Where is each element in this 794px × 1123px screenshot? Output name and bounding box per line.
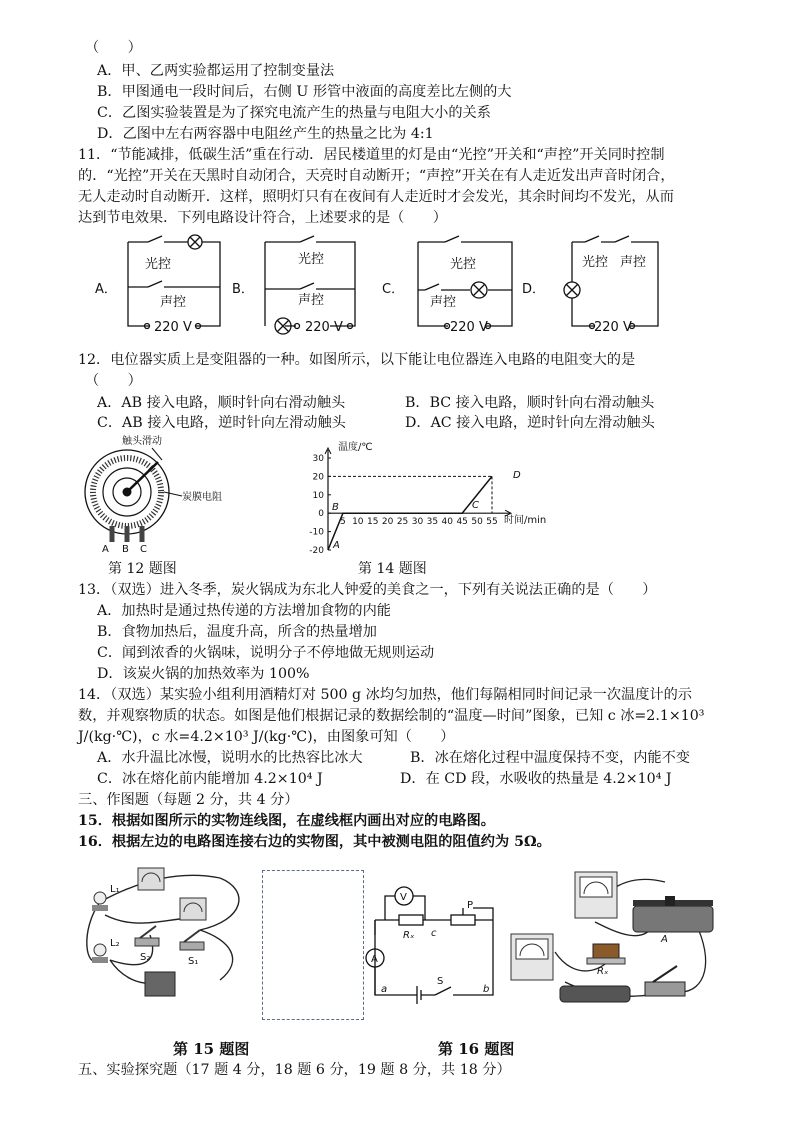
- fig15-s1: S₁: [188, 956, 199, 967]
- q11-circuits: [0, 226, 794, 338]
- q14-x-tick-label: 25: [396, 517, 409, 528]
- q14-y-tick-label: 30: [312, 454, 324, 464]
- q12-option-c: C．AB 接入电路，逆时针向左滑动触头: [97, 415, 346, 431]
- q14-ylabel: 温度/℃: [338, 442, 373, 453]
- q14-x-tick-label: 55: [486, 517, 498, 528]
- q13-option-a: A．加热时是通过热传递的方法增加食物的内能: [97, 603, 391, 619]
- q14-caption: 第 14 题图: [358, 561, 427, 577]
- q11-label-d: D．: [522, 282, 546, 297]
- q14-x-tick-label: 30: [411, 517, 424, 528]
- q12-slider-label: 触头滑动: [122, 436, 162, 447]
- q10-option-d: D．乙图中左右两容器中电阻丝产生的热量之比为 4:1: [97, 126, 434, 142]
- q14-x-tick-label: 15: [367, 517, 379, 528]
- fig16-physical-apparatus: [505, 862, 725, 1022]
- q13-option-d: D．该炭火锅的加热效率为 100%: [97, 666, 310, 682]
- q12-option-b: B．BC 接入电路，顺时针向右滑动触头: [405, 395, 655, 411]
- q11-b-voltage: 220 V: [305, 320, 343, 335]
- q14-point-d: D: [513, 470, 521, 481]
- q16-line: 16．根据左边的电路图连接右边的实物图，其中被测电阻的阻值约为 5Ω。: [78, 834, 551, 850]
- q10-option-b: B．甲图通电一段时间后，右侧 U 形管中液面的高度差比左侧的大: [97, 84, 512, 100]
- fig16-voltmeter-v: V: [400, 892, 407, 903]
- q12-terminal-a: A: [102, 544, 109, 555]
- q11-label-c: C．: [382, 282, 405, 297]
- q13-option-b: B．食物加热后，温度升高，所含的热量增加: [97, 624, 377, 640]
- fig16-rheostat-a: A: [661, 934, 668, 945]
- fig16-ammeter-a: A: [371, 954, 378, 965]
- fig16-a: a: [381, 984, 388, 995]
- fig15-caption: 第 15 题图: [173, 1040, 250, 1058]
- fig15-s2: S₂: [140, 952, 151, 963]
- fig15-l2: L₂: [110, 938, 120, 949]
- q12-paren: （ ）: [85, 373, 142, 389]
- q15-line: 15．根据如图所示的实物连线图，在虚线框内画出对应的电路图。: [78, 813, 495, 829]
- q11-line-2: 的．“光控”开关在天黑时自动闭合，天亮时自动断开；“声控”开关在有人走近发出声音时闭合，: [78, 168, 675, 184]
- section5-title: 五、实验探究题（17 题 4 分，18 题 6 分，19 题 8 分，共 18 分）: [78, 1062, 511, 1078]
- q12-caption: 第 12 题图: [108, 561, 177, 577]
- q15-answer-box[interactable]: [262, 870, 364, 1020]
- fig15-physical-circuit: [80, 860, 260, 1000]
- q12-film-label: 炭膜电阻: [182, 492, 222, 503]
- q12-option-d: D．AC 接入电路，逆时针向左滑动触头: [405, 415, 655, 431]
- q12-line-1: 12．电位器实质上是变阻器的一种。如图所示，以下能让电位器连入电路的电阻变大的是: [78, 352, 636, 368]
- q12-terminal-b: B: [122, 544, 129, 555]
- q11-line-1: 11．“节能减排，低碳生活”重在行动．居民楼道里的灯是由“光控”开关和“声控”开关同时控制: [78, 147, 665, 163]
- q14-line-3: J/(kg·℃)，c 水=4.2×10³ J/(kg·℃)，由图象可知（ ）: [78, 729, 455, 745]
- q11-d-light: 光控: [582, 255, 609, 270]
- q14-point-c: C: [472, 500, 479, 511]
- q14-y-tick-label: 20: [312, 472, 324, 483]
- fig16-caption: 第 16 题图: [438, 1040, 515, 1058]
- fig16-physical-rx: Rₓ: [597, 966, 609, 977]
- fig16-p: P: [467, 900, 474, 911]
- fig16-b: b: [483, 984, 490, 995]
- q11-c-sound: 声控: [430, 295, 457, 310]
- q11-d-voltage: 220 V: [594, 320, 632, 335]
- q11-line-4: 达到节电效果．下列电路设计符合，上述要求的是（ ）: [78, 210, 447, 226]
- fig16-c: c: [431, 928, 437, 939]
- q14-x-tick-label: 35: [426, 517, 439, 528]
- q12-terminal-c: C: [140, 544, 147, 555]
- q14-temperature-time-chart: [300, 440, 547, 558]
- q14-line-2: 数，并观察物质的状态。如图是他们根据记录的数据绘制的“温度—时间”图象，已知 c 冰=2.1×10³: [78, 708, 705, 724]
- q11-b-light: 光控: [298, 252, 325, 267]
- q14-x-tick-label: 20: [381, 517, 394, 528]
- section3-title: 三、作图题（每题 2 分，共 4 分）: [78, 792, 299, 808]
- fig16-rx: Rₓ: [403, 930, 415, 941]
- q14-x-tick-label: 45: [456, 517, 468, 528]
- q14-x-tick-label: 40: [441, 517, 453, 528]
- q14-point-a: A: [333, 540, 340, 551]
- fig15-l1: L₁: [110, 884, 120, 895]
- q14-point-b: B: [332, 502, 339, 513]
- q14-option-d: D．在 CD 段，水吸收的热量是 4.2×10⁴ J: [400, 771, 672, 787]
- q11-label-a: A．: [95, 282, 117, 297]
- q14-option-a: A．水升温比冰慢，说明水的比热容比冰大: [97, 750, 363, 766]
- q11-a-voltage: 220 V: [154, 320, 192, 335]
- q10-option-c: C．乙图实验装置是为了探究电流产生的热量与电阻大小的关系: [97, 105, 491, 121]
- q11-d-sound: 声控: [620, 255, 647, 270]
- q11-line-3: 无人走动时自动断开．这样，照明灯只有在夜间有人走近时才会发光，其余时间均不发光，从而: [78, 189, 674, 205]
- q14-option-b: B．冰在熔化过程中温度保持不变，内能不变: [410, 750, 690, 766]
- q14-y-tick-label: 10: [312, 490, 324, 501]
- fig16-circuit-diagram: [365, 880, 505, 1020]
- q12-option-a: A．AB 接入电路，顺时针向右滑动触头: [97, 395, 346, 411]
- q14-y-tick-label: 0: [318, 509, 324, 520]
- q14-xlabel: 时间/min: [504, 515, 547, 526]
- q11-label-b: B．: [232, 282, 254, 297]
- q14-x-tick-label: 50: [471, 517, 483, 528]
- q14-y-tick-label: -20: [309, 546, 324, 556]
- q14-x-tick-label: 10: [352, 517, 364, 528]
- q14-x-tick-label: 5: [340, 517, 346, 528]
- q11-b-sound: 声控: [298, 293, 325, 308]
- q10-option-a: A．甲、乙两实验都运用了控制变量法: [97, 63, 335, 79]
- q14-y-tick-label: -10: [309, 527, 324, 538]
- q11-c-light: 光控: [450, 257, 477, 272]
- fig16-s: S: [437, 976, 444, 987]
- q11-a-sound: 声控: [160, 295, 187, 310]
- q11-c-voltage: 220 V: [450, 320, 488, 335]
- q13-option-c: C．闻到浓香的火锅味，说明分子不停地做无规则运动: [97, 645, 435, 661]
- q13-line: 13．（双选）进入冬季，炭火锅成为东北人钟爱的美食之一，下列有关说法正确的是（ ）: [78, 582, 657, 598]
- q14-line-1: 14．（双选）某实验小组利用酒精灯对 500 g 冰均匀加热，他们每隔相同时间记录一次温度计的示: [78, 687, 692, 703]
- q12-potentiometer-figure: [72, 434, 272, 554]
- q11-a-light: 光控: [145, 257, 172, 272]
- q10-paren: （ ）: [85, 40, 142, 56]
- q14-option-c: C．冰在熔化前内能增加 4.2×10⁴ J: [97, 771, 323, 787]
